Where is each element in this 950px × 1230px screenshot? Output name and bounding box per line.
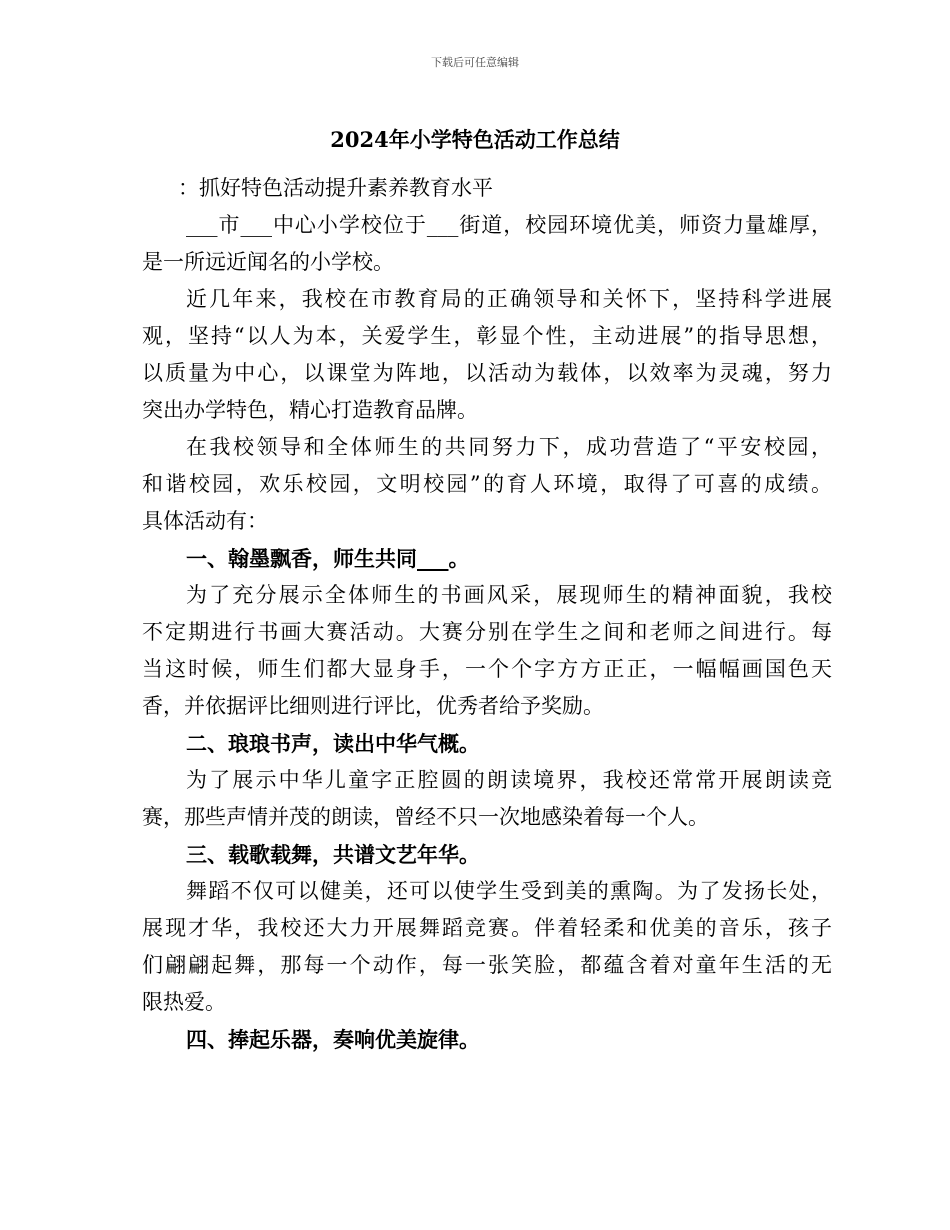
- paragraph-line: 观，坚持“以人为本，关爱学生，彰显个性，主动进展”的指导思想，: [142, 324, 832, 348]
- section-heading-2: 二、琅琅书声，读出中华气概。: [186, 731, 480, 756]
- paragraph-line: 具体活动有：: [142, 509, 268, 533]
- paragraph-line: 是一所远近闻名的小学校。: [142, 250, 394, 274]
- paragraph-line: 在我校领导和全体师生的共同努力下，成功营造了“平安校园，: [186, 435, 832, 459]
- subtitle-line: ：抓好特色活动提升素养教育水平: [178, 176, 493, 200]
- paragraph-line: 为了展示中华儿童字正腔圆的朗读境界，我校还常常开展朗读竞: [186, 768, 832, 792]
- paragraph-line: 以质量为中心，以课堂为阵地，以活动为载体，以效率为灵魂，努力: [142, 361, 832, 385]
- paragraph-line: 突出办学特色，精心打造教育品牌。: [142, 398, 478, 422]
- paragraph-line: 当这时候，师生们都大显身手，一个个字方方正正，一幅幅画国色天: [142, 657, 832, 681]
- paragraph-line: 舞蹈不仅可以健美，还可以使学生受到美的熏陶。为了发扬长处，: [186, 879, 832, 903]
- paragraph-line: 赛，那些声情并茂的朗读，曾经不只一次地感染着每一个人。: [142, 805, 709, 829]
- section-heading-3: 三、载歌载舞，共谱文艺年华。: [186, 842, 480, 867]
- paragraph-line: 展现才华，我校还大力开展舞蹈竞赛。伴着轻柔和优美的音乐，孩子: [142, 916, 832, 940]
- paragraph-line: 为了充分展示全体师生的书画风采，展现师生的精神面貌，我校: [186, 583, 832, 607]
- paragraph-line: 香，并依据评比细则进行评比，优秀者给予奖励。: [142, 694, 604, 718]
- document-title: 2024年小学特色活动工作总结: [330, 127, 620, 152]
- paragraph-line: 和谐校园，欢乐校园，文明校园”的育人环境，取得了可喜的成绩。: [142, 472, 832, 496]
- paragraph-line: 们翩翩起舞，那每一个动作，每一张笑脸，都蕴含着对童年生活的无: [142, 953, 832, 977]
- paragraph-line: 限热爱。: [142, 990, 226, 1014]
- paragraph-line: 近几年来，我校在市教育局的正确领导和关怀下，坚持科学进展: [186, 287, 832, 311]
- document-body: [142, 170, 832, 1058]
- section-heading-4: 四、捧起乐器，奏响优美旋律。: [186, 1027, 480, 1052]
- paragraph-line: 不定期进行书画大赛活动。大赛分别在学生之间和老师之间进行。每: [142, 620, 832, 644]
- header-note: 下载后可任意编辑: [431, 56, 519, 69]
- paragraph-line: ___市___中心小学校位于___街道，校园环境优美，师资力量雄厚，: [186, 213, 832, 237]
- section-heading-1: 一、翰墨飘香，师生共同___。: [186, 546, 470, 571]
